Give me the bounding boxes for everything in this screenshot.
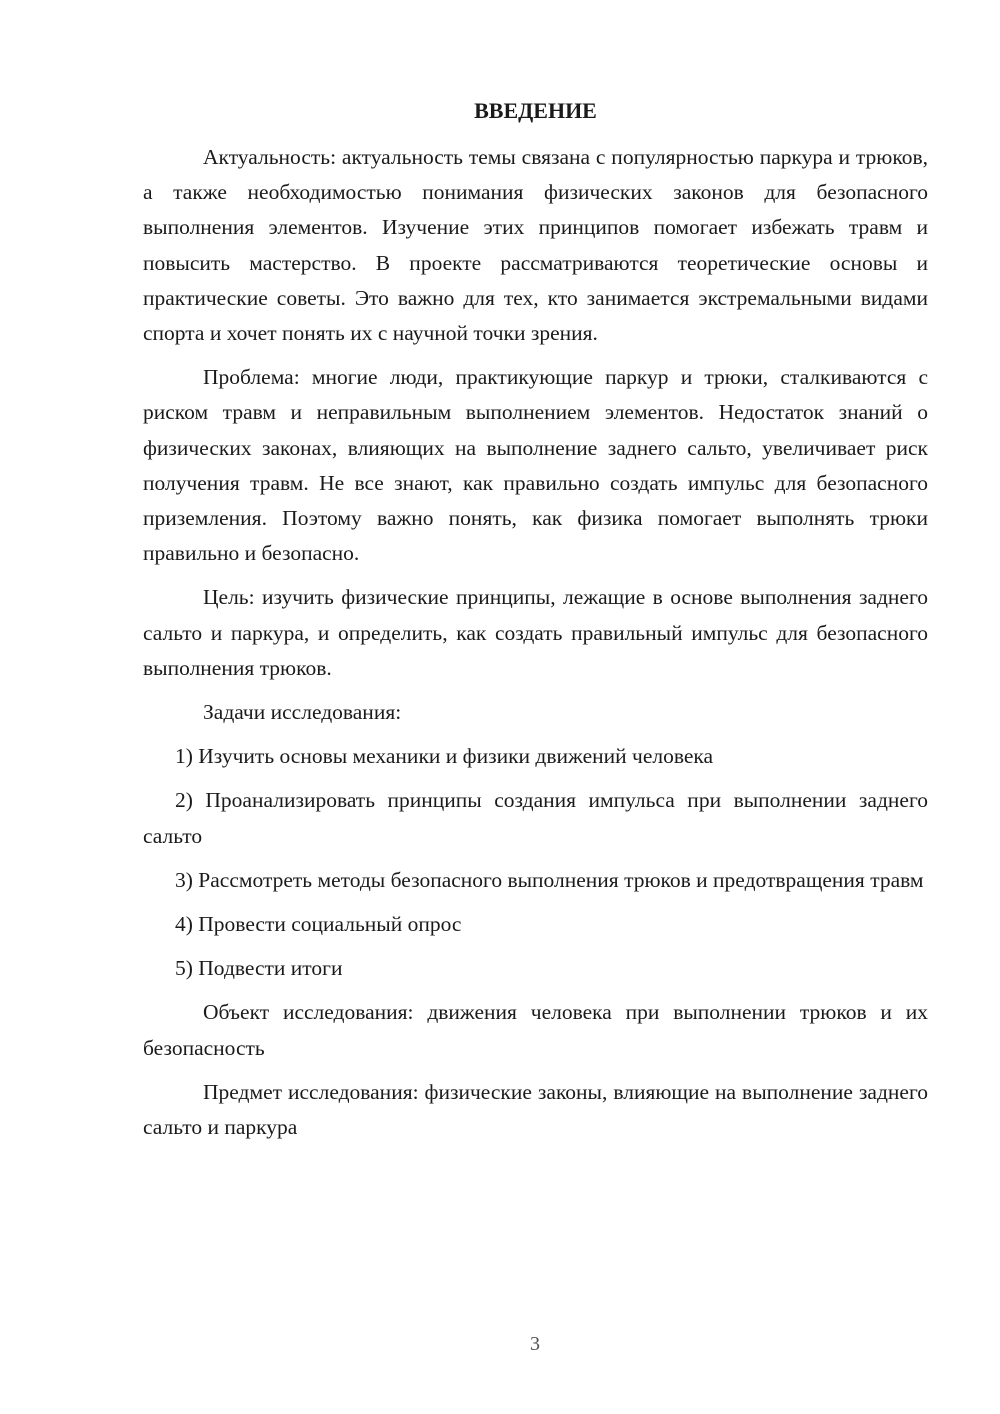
- task-item: 4) Провести социальный опрос: [175, 912, 462, 937]
- paragraph-goal: Цель: изучить физические принципы, лежащие в основе выполнения заднего сальто и паркура, и определить, как создать правильный импульс для безопасного выполнения трюков.: [143, 585, 928, 680]
- paragraph-object: Объект исследования: движения человека при выполнении трюков и их безопасность: [143, 1000, 928, 1060]
- task-item: 2) Проанализировать принципы создания импульса при выполнении заднего сальто: [143, 788, 928, 848]
- paragraph-relevance: Актуальность: актуальность темы связана с популярностью паркура и трюков, а также необходимостью понимания физических законов для безопасного выполнения элементов. Изучение этих принципов помогает избежать травм и повысить мастерство. В проекте рассматриваются теоретические основы и практические советы. Это важно для тех, кто занимается экстремальными видами спорта и хочет понять их с научной точки зрения.: [143, 145, 928, 346]
- task-item: 3) Рассмотреть методы безопасного выполнения трюков и предотвращения травм: [175, 867, 924, 892]
- task-item: 5) Подвести итоги: [175, 956, 343, 981]
- section-title: ВВЕДЕНИЕ: [474, 98, 597, 123]
- page-number: 3: [530, 1333, 540, 1355]
- document-page: [143, 96, 928, 1145]
- paragraph-subject: Предмет исследования: физические законы, влияющие на выполнение заднего сальто и паркура: [143, 1079, 928, 1140]
- paragraph-problem: Проблема: многие люди, практикующие паркур и трюки, сталкиваются с риском травм и неправильным выполнением элементов. Недостаток знаний о физических законах, влияющих на выполнение заднего сальто, увеличивает риск получения травм. Не все знают, как правильно создать импульс для безопасного приземления. Поэтому важно понять, как физика помогает выполнять трюки правильно и безопасно.: [143, 365, 928, 566]
- tasks-heading: Задачи исследования:: [203, 700, 402, 725]
- task-item: 1) Изучить основы механики и физики движений человека: [175, 744, 714, 769]
